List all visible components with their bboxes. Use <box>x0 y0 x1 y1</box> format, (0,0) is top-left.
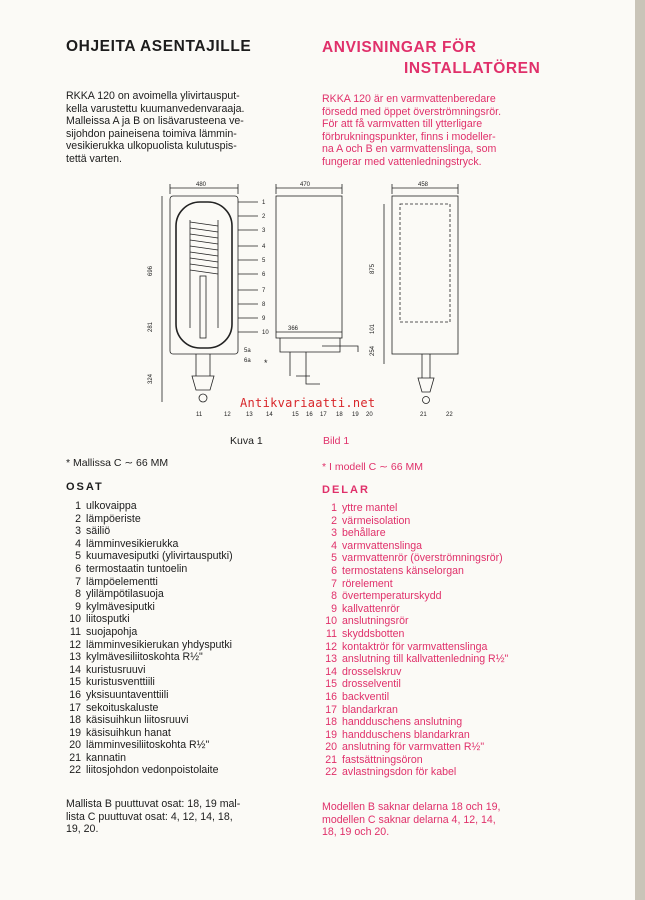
part-number: 8 <box>75 588 81 601</box>
part-number: 17 <box>325 703 337 716</box>
part-label: varmvattenslinga <box>342 539 423 552</box>
part-number: 6 <box>331 564 337 577</box>
part-item <box>64 563 314 576</box>
intro-line: förbrukningspunkter, finns i modeller- <box>322 130 496 143</box>
part-label: handduschens anslutning <box>342 716 463 729</box>
part-label: behållare <box>342 527 386 540</box>
part-item <box>64 702 314 715</box>
part-item <box>320 716 575 729</box>
figure-caption-sv: Bild 1 <box>323 435 350 447</box>
callout: 16 <box>306 412 313 418</box>
figure-caption-fi: Kuva 1 <box>230 435 263 447</box>
callout: 11 <box>196 412 203 418</box>
part-item <box>320 691 575 704</box>
callout: 3 <box>262 228 266 234</box>
dim-height-1: 696 <box>148 265 154 276</box>
dim-height-2: 281 <box>148 321 154 332</box>
callout: 1 <box>262 200 266 206</box>
finnish-intro <box>66 90 316 166</box>
callout: 14 <box>266 412 273 418</box>
part-item <box>64 689 314 702</box>
part-label: kylmävesiputki <box>86 600 155 613</box>
part-label: drosselskruv <box>342 665 402 678</box>
watermark-text: Antikvariaatti.net <box>240 396 376 410</box>
part-label: termostatens känselorgan <box>342 564 464 577</box>
part-number: 5 <box>75 550 81 563</box>
callout: 5 <box>262 258 266 264</box>
part-label: käsisuihkun hanat <box>86 726 171 739</box>
part-label: lämpöeriste <box>86 512 141 525</box>
part-item <box>320 540 575 553</box>
callout: 5a <box>244 348 251 354</box>
part-label: kannatin <box>86 751 127 764</box>
callout: 8 <box>262 302 266 308</box>
model-note-fi: * Mallissa C ∼ 66 MM <box>66 457 169 469</box>
part-number: 11 <box>326 627 337 640</box>
part-number: 22 <box>69 764 81 777</box>
part-label: ulkovaippa <box>86 500 137 512</box>
part-label: yttre mantel <box>342 502 398 514</box>
part-label: kontaktrör för varmvattenslinga <box>342 640 488 653</box>
part-label: ylilämpötilasuoja <box>86 588 164 601</box>
part-label: avlastningsdon för kabel <box>342 766 457 779</box>
swedish-intro <box>322 93 562 169</box>
part-label: käsisuihkun liitosruuvi <box>86 714 189 727</box>
part-label: drosselventil <box>342 678 401 691</box>
part-label: kylmävesiliitoskohta R½" <box>86 651 203 664</box>
intro-line: Malleissa A ja B on lisävarusteena ve- <box>66 115 244 128</box>
part-number: 8 <box>331 590 337 603</box>
part-label: skyddsbotten <box>342 627 405 640</box>
part-item <box>320 628 575 641</box>
part-item <box>320 502 575 515</box>
part-item <box>64 664 314 677</box>
part-item <box>64 714 314 727</box>
part-item <box>320 578 575 591</box>
part-number: 2 <box>331 514 337 527</box>
dim-width-3: 458 <box>418 182 429 188</box>
dim-height-5: 101 <box>370 323 376 334</box>
part-number: 20 <box>69 739 81 752</box>
swedish-title <box>322 37 572 79</box>
part-number: 18 <box>69 714 81 727</box>
part-item <box>320 704 575 717</box>
part-item <box>64 588 314 601</box>
part-number: 17 <box>69 701 81 714</box>
intro-line: För att få varmvatten till ytterligare <box>322 118 483 131</box>
part-number: 7 <box>75 575 81 588</box>
footer-note-fi <box>66 798 316 836</box>
part-number: 3 <box>75 525 81 538</box>
part-label: rörelement <box>342 577 393 590</box>
part-label: handduschens blandarkran <box>342 728 470 741</box>
part-item <box>320 766 575 779</box>
part-item <box>64 752 314 765</box>
part-number: 1 <box>75 500 81 512</box>
part-number: 2 <box>75 512 81 525</box>
water-heater-drawing <box>140 180 480 420</box>
footer-line: modellen C saknar delarna 4, 12, 14, <box>322 813 496 826</box>
callout: 2 <box>262 214 266 220</box>
part-item <box>320 678 575 691</box>
part-label: lämminvesikierukka <box>86 537 179 550</box>
part-number: 14 <box>69 663 81 676</box>
callout: 10 <box>262 330 269 336</box>
side-view-casing <box>276 196 342 338</box>
mixer-tap <box>290 352 320 384</box>
front-view-casing <box>392 196 458 354</box>
part-number: 1 <box>331 502 337 514</box>
part-item <box>320 565 575 578</box>
dim-width-2: 470 <box>300 182 311 188</box>
part-number: 20 <box>325 741 337 754</box>
part-item <box>320 590 575 603</box>
intro-line: fungerar med vattenledningstryck. <box>322 155 482 168</box>
part-number: 18 <box>325 716 337 729</box>
heating-coil <box>190 222 218 274</box>
callout: 7 <box>262 288 266 294</box>
callout: 21 <box>420 412 427 418</box>
part-label: kuristusventtiili <box>86 676 155 689</box>
part-item <box>64 626 314 639</box>
part-label: värmeisolation <box>342 514 411 527</box>
part-item <box>320 527 575 540</box>
part-number: 12 <box>69 638 81 651</box>
dim-height-4: 875 <box>370 263 376 274</box>
part-label: suojapohja <box>86 625 138 638</box>
part-label: anslutningsrör <box>342 615 409 628</box>
dim-height-7: 366 <box>288 326 299 332</box>
part-item <box>64 601 314 614</box>
footer-line: Mallista B puuttuvat osat: 18, 19 mal- <box>66 798 241 810</box>
dim-height-6: 254 <box>370 345 376 356</box>
outer-casing <box>170 196 238 354</box>
part-number: 4 <box>331 539 337 552</box>
part-label: sekoituskaluste <box>86 701 159 714</box>
part-item <box>320 552 575 565</box>
part-number: 10 <box>69 613 81 626</box>
part-item <box>64 651 314 664</box>
intro-line: sijohdon paineisena toimiva lämmin- <box>66 127 237 140</box>
intro-line: tettä varten. <box>66 152 122 165</box>
callout: 22 <box>446 412 453 418</box>
part-number: 13 <box>69 651 81 664</box>
part-item <box>64 576 314 589</box>
part-label: termostaatin tuntoelin <box>86 562 188 575</box>
part-item <box>320 603 575 616</box>
part-number: 16 <box>69 688 81 701</box>
part-label: fastsättningsöron <box>342 753 423 766</box>
part-number: 12 <box>325 640 337 653</box>
swedish-heading-line1: ANVISNINGAR FÖR <box>322 39 477 56</box>
heating-element <box>200 276 206 338</box>
intro-line: RKKA 120 on avoimella ylivirtausput- <box>66 90 240 102</box>
part-number: 16 <box>325 690 337 703</box>
parts-list-fi <box>64 500 314 777</box>
part-number: 7 <box>331 577 337 590</box>
part-number: 4 <box>75 537 81 550</box>
part-item <box>64 525 314 538</box>
part-number: 15 <box>69 676 81 689</box>
part-item <box>320 741 575 754</box>
part-label: backventil <box>342 690 390 703</box>
callout: 15 <box>292 412 299 418</box>
part-label: blandarkran <box>342 703 398 716</box>
footer-line: 18, 19 och 20. <box>322 826 390 839</box>
part-label: liitosjohdon vedonpoistolaite <box>86 764 219 777</box>
part-item <box>64 513 314 526</box>
part-number: 10 <box>325 615 337 628</box>
part-number: 9 <box>331 602 337 615</box>
part-item <box>64 764 314 777</box>
star-mark: * <box>264 358 268 368</box>
part-item <box>320 653 575 666</box>
part-label: anslutning för varmvatten R½" <box>342 741 485 754</box>
parts-list-sv <box>320 502 575 779</box>
footer-line: Modellen B saknar delarna 18 och 19, <box>322 801 501 813</box>
part-label: säiliö <box>86 525 111 538</box>
intro-line: RKKA 120 är en varmvattenberedare <box>322 93 496 105</box>
part-item <box>64 727 314 740</box>
part-label: kallvattenrör <box>342 602 400 615</box>
callout: 9 <box>262 316 266 322</box>
callout: 17 <box>320 412 327 418</box>
part-item <box>64 639 314 652</box>
part-number: 21 <box>69 751 81 764</box>
callout: 18 <box>336 412 343 418</box>
part-number: 15 <box>325 678 337 691</box>
intro-line: kella varustettu kuumanvedenvaraaja. <box>66 102 245 115</box>
part-label: lämminvesikierukan yhdysputki <box>86 638 233 651</box>
intro-line: na A och B en varmvattenslinga, som <box>322 143 497 156</box>
callout: 6 <box>262 272 266 278</box>
callout: 4 <box>262 244 266 250</box>
part-item <box>320 515 575 528</box>
footer-note-sv <box>322 801 572 839</box>
callout: 20 <box>366 412 373 418</box>
part-item <box>64 550 314 563</box>
part-item <box>64 500 314 513</box>
callout: 12 <box>224 412 231 418</box>
callout: 13 <box>246 412 253 418</box>
part-label: lämpöelementti <box>86 575 158 588</box>
footer-line: lista C puuttuvat osat: 4, 12, 14, 18, <box>66 810 233 823</box>
dim-height-3: 324 <box>148 373 154 384</box>
part-number: 5 <box>331 552 337 565</box>
swedish-heading-line2: INSTALLATÖREN <box>404 60 541 77</box>
part-label: varmvattenrör (överströmningsrör) <box>342 552 503 565</box>
part-item <box>320 666 575 679</box>
part-number: 11 <box>70 625 81 638</box>
callout: 19 <box>352 412 359 418</box>
part-number: 6 <box>75 562 81 575</box>
footer-line: 19, 20. <box>66 823 99 836</box>
part-label: yksisuuntaventtiili <box>86 688 169 701</box>
part-label: lämminvesiliitoskohta R½" <box>86 739 210 752</box>
intro-line: vesikierukka ulkopuolista kulutuspis- <box>66 140 237 153</box>
parts-heading-fi: OSAT <box>66 481 104 493</box>
part-number: 14 <box>325 665 337 678</box>
dim-width-1: 480 <box>196 182 207 188</box>
intro-line: försedd med öppet överströmningsrör. <box>322 105 502 118</box>
part-number: 9 <box>75 600 81 613</box>
part-number: 3 <box>331 527 337 540</box>
finnish-heading: OHJEITA ASENTAJILLE <box>66 38 252 55</box>
part-label: kuristusruuvi <box>86 663 146 676</box>
part-number: 13 <box>325 653 337 666</box>
part-item <box>64 613 314 626</box>
valve-group <box>192 354 214 390</box>
model-note-sv: * I modell C ∼ 66 MM <box>322 461 423 473</box>
part-number: 19 <box>69 726 81 739</box>
part-number: 19 <box>325 728 337 741</box>
part-item <box>320 615 575 628</box>
part-label: anslutning till kallvattenledning R½" <box>342 653 509 666</box>
part-item <box>320 641 575 654</box>
part-item <box>64 538 314 551</box>
part-item <box>64 739 314 752</box>
callout: 6a <box>244 358 251 364</box>
finnish-title <box>66 38 306 56</box>
part-item <box>320 754 575 767</box>
part-number: 21 <box>325 753 337 766</box>
part-label: liitosputki <box>86 613 130 626</box>
part-label: övertemperaturskydd <box>342 590 442 603</box>
part-label: kuumavesiputki (ylivirtausputki) <box>86 550 233 563</box>
part-item <box>320 729 575 742</box>
part-item <box>64 676 314 689</box>
part-number: 22 <box>325 766 337 779</box>
parts-heading-sv: DELAR <box>322 484 370 496</box>
